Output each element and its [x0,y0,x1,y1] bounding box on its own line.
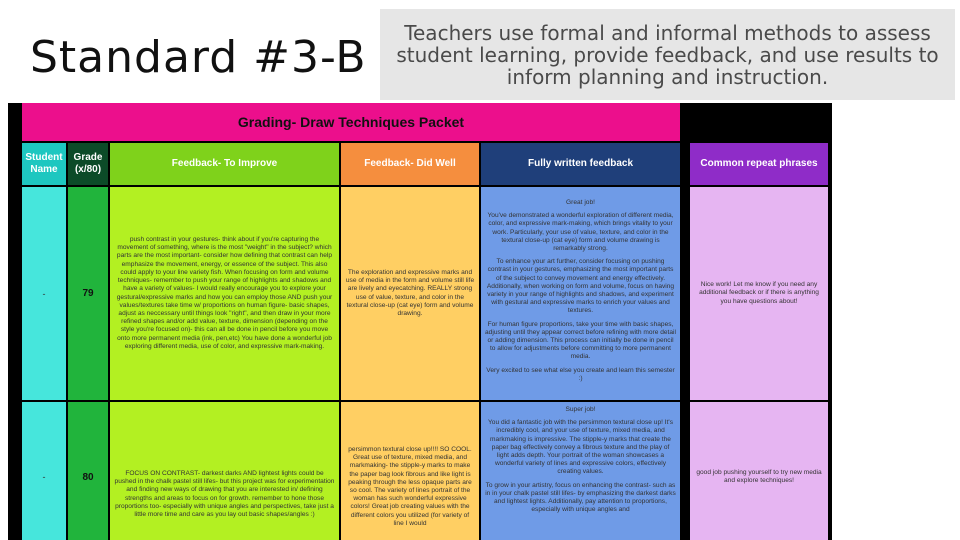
row2-written-cell[interactable] [481,402,680,540]
row1-written-cell[interactable] [481,187,680,400]
sheet-banner: Grading- Draw Techniques Packet [22,103,680,141]
row2-grade-cell[interactable]: 80 [68,402,108,540]
row1-phrases-cell[interactable] [690,187,828,400]
row1-improve-text: push contrast in your gestures- think about if you're capturing the movement of something, where is the most "weight" in the subject? which parts are the most important- consider how defining that contrast can help emphasize the movement, energy, or essence of the subject. This also could apply to your line variety fish. When focusing on form and volume techniques- remember to push your range of highlights and shadows and have a variety of values- I would really encourage you to explore your gestural/expressive marks and how you can employ those AND push your values/textures take time w/ proportions on human figure- basic shapes, adjust as neccessary until things look "right", and then draw in your more refined shapes and/or add value, texture, dimension (depending on the style you're focused on)- this can all be done in pencil before you move onto more permanent media (ink, pen,etc) You have done a wonderful job exploring different media, use of color, and expressive mark-making. [116,236,333,350]
row1-phrases-text: Nice work! Let me know if you need any additional feedback or if there is anything you have questions about! [699,281,819,305]
row1-written-p4: For human figure proportions, take your time with basic shapes, adjusting until they appear correct before refining with more detail or adding dimension. This process can initially be done in pencil to allow for adjustments before committing to more permanent media. [485,320,676,361]
standard-caption: Teachers use formal and informal methods to assess student learning, provide feedback, and use results to inform planning and instruction. [380,9,955,100]
header-feedback-did-well[interactable]: Feedback- Did Well [341,143,479,185]
row2-did-well-text: persimmon textural close up!!!! SO COOL. Great use of texture, mixed media, and markmaking- the stipple-y marks to make the paper bag look fibrous and like light is peaking through the less opaque parts are so cool. The variety of lines portrait of the woman has such wonderful expressive colors! Great job creating values with the different colors you utilized (for variety of line I would [348,446,472,527]
row2-student-cell[interactable]: - [22,402,66,540]
row1-grade-cell[interactable]: 79 [68,187,108,400]
row1-written-p1: Great job! [566,198,595,206]
row1-written-p2: You've demonstrated a wonderful exploration of different media, color, and expressive mark-making, which brings vitality to your work. Particularly, your use of value, texture, and color in the textural close-up (cat eye) form and volume drawing is remarkably strong. [487,212,674,252]
row2-did-well-cell[interactable] [341,402,479,540]
row2-written-p3: To grow in your artistry, focus on enhancing the contrast- such as in in your chalk pastel still lifes- by emphasizing the darkest darks and lightest lights. Additionally, pay attention to proportions, especially with unique angles and [485,481,676,514]
row2-phrases-cell[interactable] [690,402,828,540]
row2-phrases-text: good job pushing yourself to try new media and explore techniques! [696,468,822,484]
row2-improve-cell[interactable] [110,402,339,540]
row2-written-p2: You did a fantastic job with the persimmon textural close up! It's incredibly cool, and your use of texture, mixed media, and markmaking is impressive. The stipple-y marks that create the paper bag effectively convey a fibrous texture and the play of light adds depth. Your portrait of the woman showcases a wonderful variety of lines and expressive colors, effectively creating values. [487,419,673,476]
grading-spreadsheet [8,103,832,540]
row1-written-p3: To enhance your art further, consider focusing on pushing contrast in your gestures, emphasizing the most important parts of the subject to convey movement and energy effectively. Additionally, when working on form and volume, focus on having variety in your range of highlights and shadows, and experiment with gestural and expressive marks to enrich your values and textures. [486,258,675,315]
header-grade[interactable]: Grade (x/80) [68,143,108,185]
header-written-feedback[interactable]: Fully written feedback [481,143,680,185]
row1-did-well-cell[interactable] [341,187,479,400]
row2-improve-text: FOCUS ON CONTRAST- darkest darks AND lightest lights could be pushed in the chalk pastel still lifes- but this project was for experimentation and finding new ways of drawing that you are interested in/ defining strengths and areas to focus on for growth. remember to hone those proportions too- especially with unique angles and perspectives, take just a little more time and care as you lay out basic shapes/angles :) [114,470,335,519]
row1-written-p5: Very excited to see what else you create and learn this semester :) [486,366,675,382]
row1-student-cell[interactable]: - [22,187,66,400]
slide-title: Standard #3-B [30,32,367,83]
header-feedback-improve[interactable]: Feedback- To Improve [110,143,339,185]
row2-written-p1: Super job! [565,406,596,413]
row1-improve-cell[interactable] [110,187,339,400]
row1-did-well-text: The exploration and expressive marks and use of media in the form and volume still life are lively and eyecatching. REALLY strong use of value, texture, and color in the textural close-up (cat eye) form and volume drawing. [345,268,475,317]
header-common-phrases[interactable]: Common repeat phrases [690,143,828,185]
header-student-name[interactable]: Student Name [22,143,66,185]
